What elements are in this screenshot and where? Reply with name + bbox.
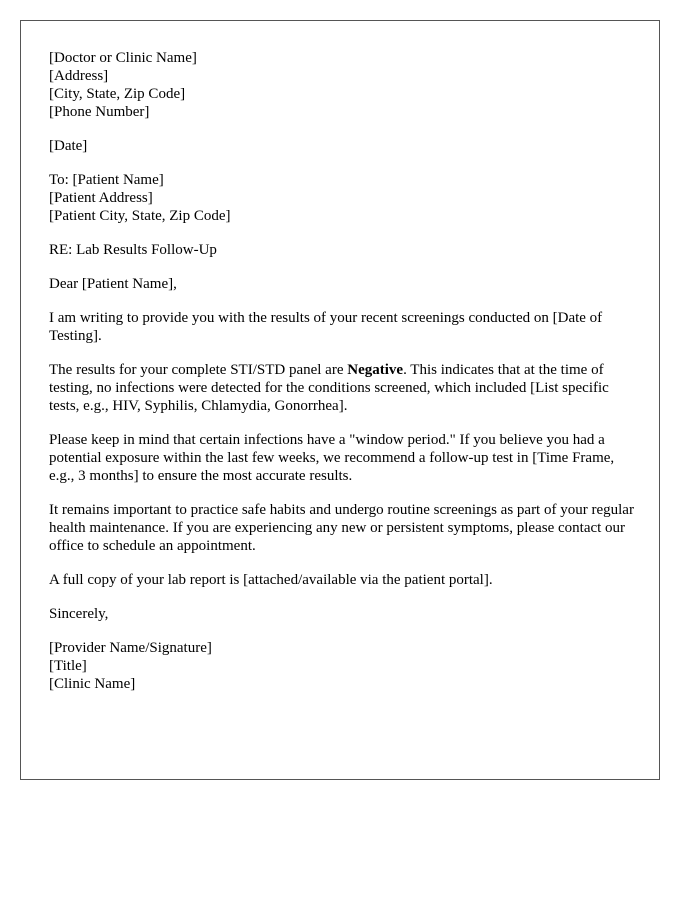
salutation: Dear [Patient Name], [49, 276, 177, 292]
sender-block [49, 49, 639, 121]
body-paragraph-4: It remains important to practice safe habits and undergo routine screenings as part of your regular health maintenance. If you are experiencing any new or persistent symptoms, please contact our office to schedule an appointment. [49, 502, 634, 554]
signature-provider: [Provider Name/Signature] [49, 640, 212, 656]
sender-city-state-zip: [City, State, Zip Code] [49, 86, 186, 102]
letter-page [20, 20, 660, 780]
recipient-city-state-zip: [Patient City, State, Zip Code] [49, 208, 231, 224]
date-block [49, 137, 639, 155]
body-paragraph-3: Please keep in mind that certain infections have a "window period." If you believe you had a potential exposure within the last few weeks, we recommend a follow-up test in [Time Frame, e.g., 3 months] to ensure the most accurate results. [49, 432, 615, 484]
letter-content [49, 49, 639, 709]
body-paragraph-2-end: . This indicates that at the time of testing, no infections were detected for the conditions screened, which included [List specific tests, e.g., HIV, Syphilis, Chlamydia, Gonorrhea]. [49, 362, 609, 414]
signature-title: [Title] [49, 658, 87, 674]
closing-block [49, 605, 639, 623]
sender-name: [Doctor or Clinic Name] [49, 50, 197, 66]
recipient-block [49, 171, 639, 225]
recipient-name: To: [Patient Name] [49, 172, 164, 188]
body-paragraph-1: I am writing to provide you with the results of your recent screenings conducted on [Date of Testing]. [49, 310, 603, 344]
closing: Sincerely, [49, 606, 109, 622]
body-paragraph-2 [49, 361, 639, 415]
subject-block [49, 241, 639, 259]
body-paragraph-2-start: The results for your complete STI/STD panel are [49, 362, 348, 378]
subject-line: RE: Lab Results Follow-Up [49, 242, 217, 258]
result-negative: Negative [347, 362, 404, 378]
signature-block [49, 639, 639, 693]
recipient-address: [Patient Address] [49, 190, 153, 206]
salutation-block [49, 275, 639, 293]
signature-clinic: [Clinic Name] [49, 676, 136, 692]
body-paragraph-5: A full copy of your lab report is [attached/available via the patient portal]. [49, 572, 493, 588]
sender-address: [Address] [49, 68, 109, 84]
sender-phone: [Phone Number] [49, 104, 150, 120]
letter-date: [Date] [49, 138, 88, 154]
